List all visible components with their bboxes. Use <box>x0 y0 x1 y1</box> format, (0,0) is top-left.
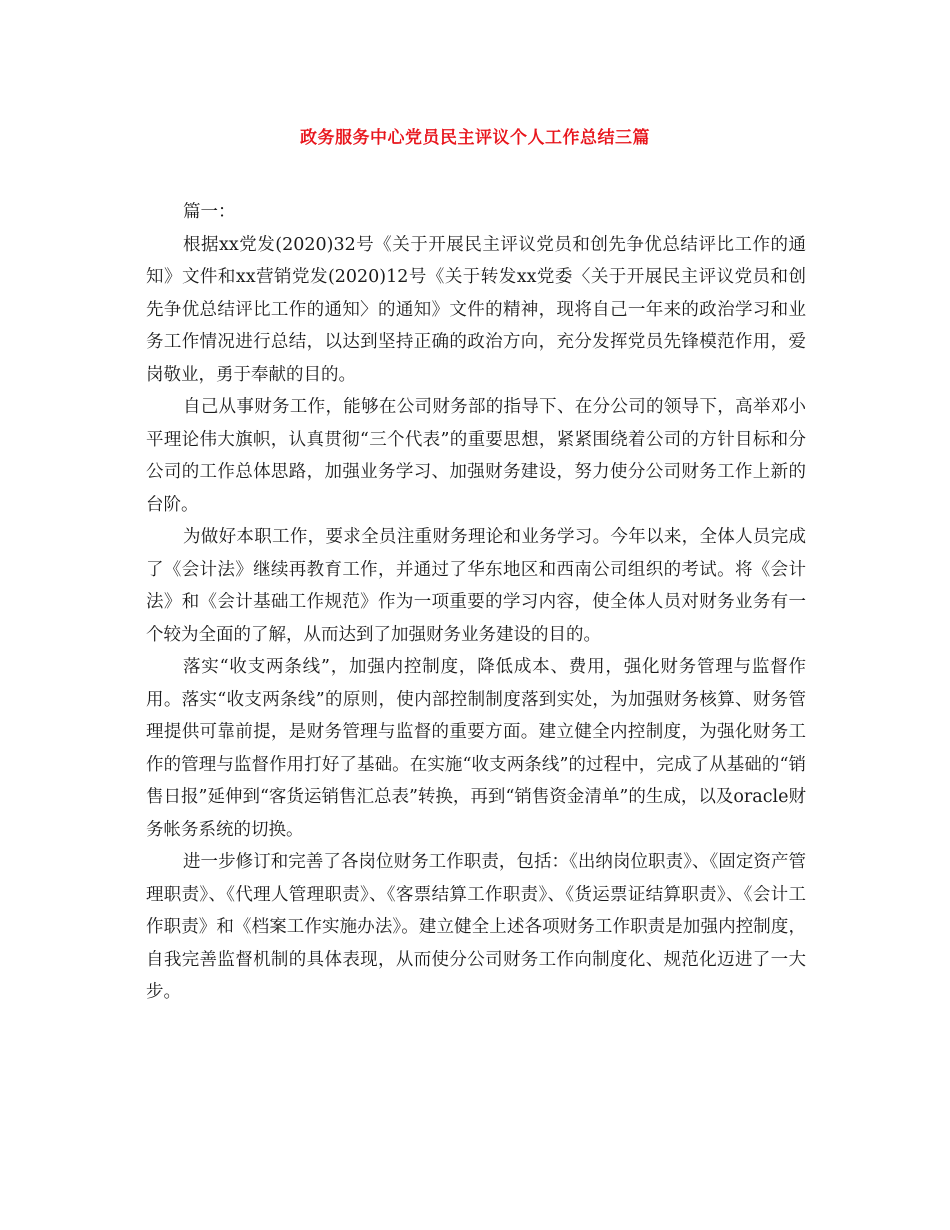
paragraph-3: 为做好本职工作，要求全员注重财务理论和业务学习。今年以来，全体人员完成了《会计法》继续再教育工作，并通过了华东地区和西南公司组织的考试。将《会计法》和《会计基础工作规范》作为一项重要的学习内容，使全体人员对财务业务有一个较为全面的了解，从而达到了加强财务业务建设的目的。 <box>146 527 806 645</box>
document-title: 政务服务中心党员民主评议个人工作总结三篇 <box>300 128 650 148</box>
section-label: 篇一： <box>183 202 236 222</box>
paragraph-1: 根据xx党发(2020)32号《关于开展民主评议党员和创先争优总结评比工作的通知》文件和xx营销党发(2020)12号《关于转发xx党委〈关于开展民主评议党员和创先争优总结评比工作的通知〉的通知》文件的精神，现将自己一年来的政治学习和业务工作情况进行总结，以达到坚持正确的政治方向，充分发挥党员先锋模范作用，爱岗敬业，勇于奉献的目的。 <box>146 234 806 385</box>
document-body <box>146 196 806 1009</box>
paragraph-4: 落实“收支两条线”，加强内控制度，降低成本、费用，强化财务管理与监督作用。落实“收支两条线”的原则，使内部控制制度落到实处，为加强财务核算、财务管理提供可靠前提，是财务管理与监督的重要方面。建立健全内控制度，为强化财务工作的管理与监督作用打好了基础。在实施“收支两条线”的过程中，完成了从基础的“销售日报”延伸到“客货运销售汇总表”转换，再到“销售资金清单”的生成，以及oracle财务帐务系统的切换。 <box>146 657 806 840</box>
paragraph-5: 进一步修订和完善了各岗位财务工作职责，包括：《出纳岗位职责》、《固定资产管理职责》、《代理人管理职责》、《客票结算工作职责》、《货运票证结算职责》、《会计工作职责》和《档案工作实施办法》。建立健全上述各项财务工作职责是加强内控制度，自我完善监督机制的具体表现，从而使分公司财务工作向制度化、规范化迈进了一大步。 <box>146 852 806 1002</box>
paragraph-2: 自己从事财务工作，能够在公司财务部的指导下、在分公司的领导下，高举邓小平理论伟大旗帜，认真贯彻“三个代表”的重要思想，紧紧围绕着公司的方针目标和分公司的工作总体思路，加强业务学习、加强财务建设，努力使分公司财务工作上新的台阶。 <box>146 397 806 515</box>
